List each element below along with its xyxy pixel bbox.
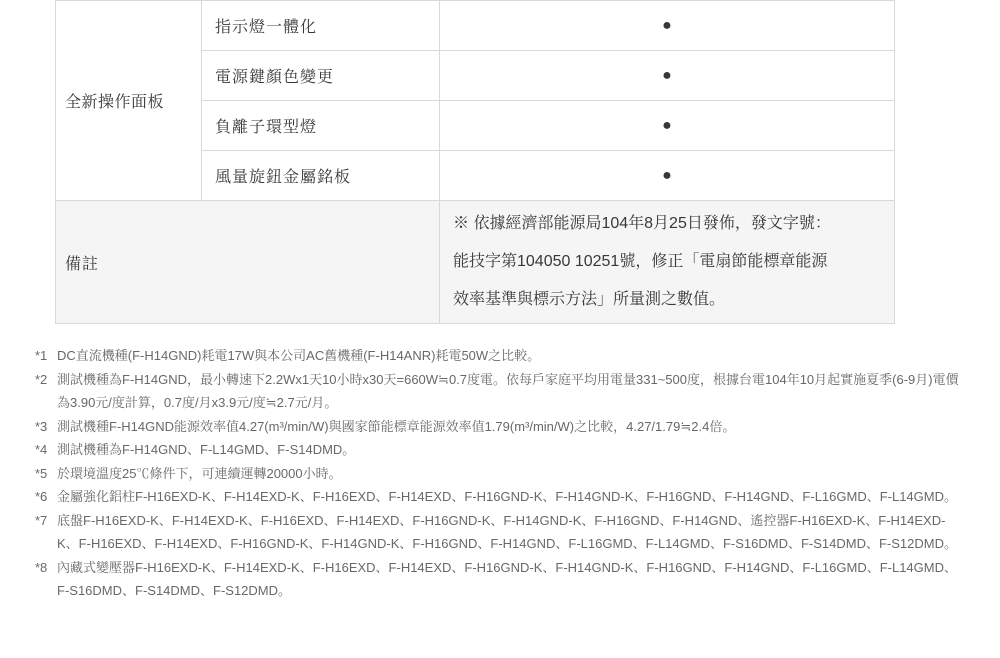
footnote-marker: *8 — [35, 559, 48, 575]
feature-bullet-icon: ● — [440, 101, 895, 151]
feature-label: 指示燈一體化 — [202, 1, 440, 51]
footnote-item — [35, 344, 965, 368]
footnote-text: DC直流機種(F-H14GND)耗電17W與本公司AC舊機種(F-H14ANR)耗電50W之比較。 — [57, 348, 541, 363]
notes-label: 備註 — [56, 201, 440, 324]
footnote-marker: *6 — [35, 489, 48, 504]
footnote-text: 測試機種為F-H14GND、F-L14GMD、F-S14DMD。 — [57, 442, 356, 457]
footnote-item — [35, 438, 965, 462]
footnote-text: 底盤F-H16EXD-K、F-H14EXD-K、F-H16EXD、F-H14EXD、F-H16GND-K、F-H14GND-K、F-H16GND、F-H14GND、遙控器F-H16EXD-K、F-H14EXD-K、F-H16EXD、F-H14EXD、F-H16GND-K、F-H14GND-K、F-H16GND、F-H14GND、F-L16GMD、F-L14GMD、F-S16DMD、F-S14DMD、F-S12DMD。 — [57, 512, 957, 551]
footnote-text: 測試機種為F-H14GND，最小轉速下2.2Wx1天10小時x30天=660W≒0.7度電。依每戶家庭平均用電量331~500度，根據台電104年10月起實施夏季(6-9月)電價為3.90元/度計算，0.7度/月x3.9元/度≒2.7元/月。 — [57, 371, 959, 410]
notes-text-line: 效率基準與標示方法」所量測之數值。 — [453, 291, 726, 308]
feature-label: 風量旋鈕金屬銘板 — [202, 151, 440, 201]
notes-row — [56, 201, 895, 324]
feature-bullet-icon: ● — [440, 1, 895, 51]
footnote-item — [35, 368, 965, 415]
footnote-marker: *5 — [35, 465, 48, 481]
footnote-text: 測試機種F-H14GND能源效率值4.27(m³/min/W)與國家節能標章能源效率值1.79(m³/min/W)之比較，4.27/1.79≒2.4倍。 — [57, 418, 736, 434]
notes-text-line: 能技字第104050 10251號，修正「電扇節能標章能源 — [453, 253, 828, 270]
notes-text-line: ※ 依據經濟部能源局104年8月25日發佈，發文字號： — [453, 215, 831, 232]
footnote-marker: *7 — [35, 512, 48, 528]
footnote-marker: *4 — [35, 442, 48, 457]
footnote-marker: *2 — [35, 371, 48, 387]
notes-text — [440, 201, 895, 324]
feature-comparison-table — [55, 0, 895, 324]
table-row — [56, 1, 895, 51]
footnote-item — [35, 556, 965, 603]
feature-bullet-icon: ● — [440, 51, 895, 101]
footnote-item — [35, 485, 965, 509]
footnote-text: 於環境溫度25℃條件下，可連續運轉20000小時。 — [57, 465, 342, 481]
footnote-text: 內藏式變壓器F-H16EXD-K、F-H14EXD-K、F-H16EXD、F-H14EXD、F-H16GND-K、F-H14GND-K、F-H16GND、F-H14GND、F-L16GMD、F-L14GMD、F-S16DMD、F-S14DMD、F-S12DMD。 — [57, 559, 957, 598]
feature-label: 負離子環型燈 — [202, 101, 440, 151]
feature-bullet-icon: ● — [440, 151, 895, 201]
footnote-item — [35, 462, 965, 486]
footnote-marker: *1 — [35, 348, 48, 363]
feature-group-label: 全新操作面板 — [56, 1, 202, 201]
feature-label: 電源鍵顏色變更 — [202, 51, 440, 101]
footnote-marker: *3 — [35, 418, 48, 434]
footnote-item — [35, 415, 965, 439]
footnote-item — [35, 509, 965, 556]
footnote-text: 金屬強化鋁柱F-H16EXD-K、F-H14EXD-K、F-H16EXD、F-H14EXD、F-H16GND-K、F-H14GND-K、F-H16GND、F-H14GND、F-L16GMD、F-L14GMD。 — [57, 489, 957, 504]
footnotes-section — [35, 344, 965, 603]
